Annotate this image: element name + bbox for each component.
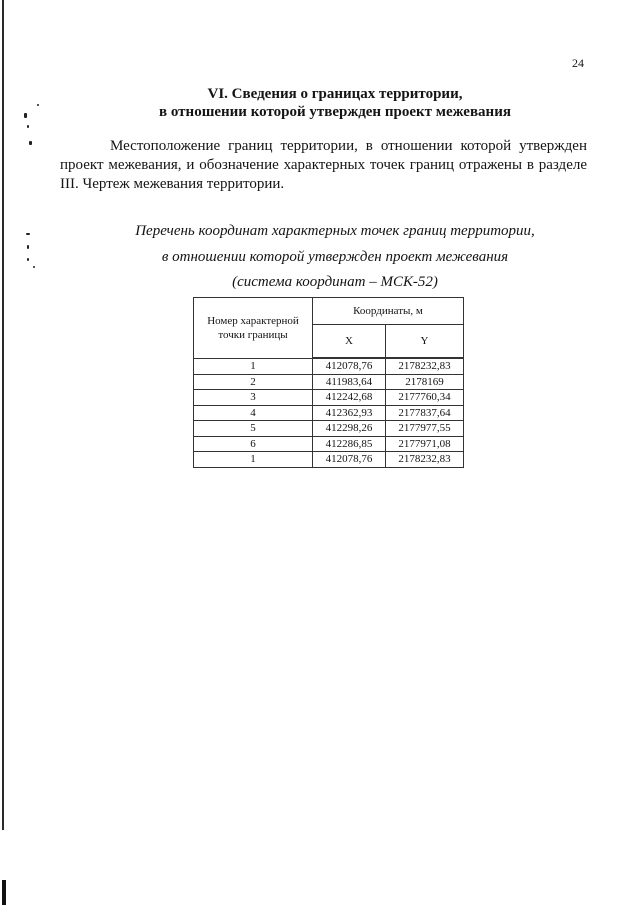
scan-speck: [27, 245, 29, 249]
scan-edge-mark: [2, 880, 6, 905]
table-row: [194, 436, 464, 452]
header-coordinates: Координаты, м: [313, 298, 464, 325]
header-y: Y: [386, 325, 464, 359]
section-heading-line: в отношении которой утвержден проект межевания: [159, 104, 511, 120]
table-row: [194, 452, 464, 468]
table-row: [194, 374, 464, 390]
page-number: 24: [572, 56, 584, 70]
cell-point: 5: [194, 421, 313, 437]
coordinates-table: [193, 297, 464, 468]
cell-x: 412298,26: [313, 421, 386, 437]
cell-point: 3: [194, 390, 313, 406]
scan-speck: [26, 233, 30, 235]
cell-y: 2177837,64: [386, 405, 464, 421]
table-caption-line: (система координат – МСК-52): [232, 274, 438, 290]
header-point-number: Номер характерной точки границы: [194, 298, 313, 359]
cell-y: 2177760,34: [386, 390, 464, 406]
cell-y: 2178169: [386, 374, 464, 390]
cell-point: 4: [194, 405, 313, 421]
cell-point: 6: [194, 436, 313, 452]
scan-speck: [27, 258, 29, 261]
table-row: [194, 358, 464, 374]
section-heading-line: VI. Сведения о границах территории,: [207, 86, 463, 102]
cell-x: 411983,64: [313, 374, 386, 390]
cell-point: 1: [194, 452, 313, 468]
scan-speck: [37, 104, 39, 106]
section-heading: [100, 85, 570, 121]
scan-edge-line: [2, 0, 4, 830]
scan-speck: [24, 113, 27, 118]
cell-y: 2178232,83: [386, 358, 464, 374]
scan-speck: [27, 125, 29, 128]
table-row: [194, 421, 464, 437]
table-row: [194, 390, 464, 406]
cell-y: 2178232,83: [386, 452, 464, 468]
cell-x: 412362,93: [313, 405, 386, 421]
cell-y: 2177977,55: [386, 421, 464, 437]
cell-x: 412242,68: [313, 390, 386, 406]
cell-point: 1: [194, 358, 313, 374]
scan-speck: [29, 141, 32, 145]
table-row: [194, 405, 464, 421]
cell-x: 412286,85: [313, 436, 386, 452]
table-caption-line: Перечень координат характерных точек границ территории,: [135, 223, 535, 239]
table-caption-line: в отношении которой утвержден проект межевания: [161, 249, 509, 265]
cell-x: 412078,76: [313, 452, 386, 468]
body-paragraph: Местоположение границ территории, в отношении которой утвержден проект межевания, и обозначение характерных точек границ отражены в разделе III. Чертеж межевания территории.: [60, 138, 587, 192]
header-x: X: [313, 325, 386, 359]
cell-y: 2177971,08: [386, 436, 464, 452]
cell-x: 412078,76: [313, 358, 386, 374]
cell-point: 2: [194, 374, 313, 390]
scan-speck: [33, 266, 35, 268]
